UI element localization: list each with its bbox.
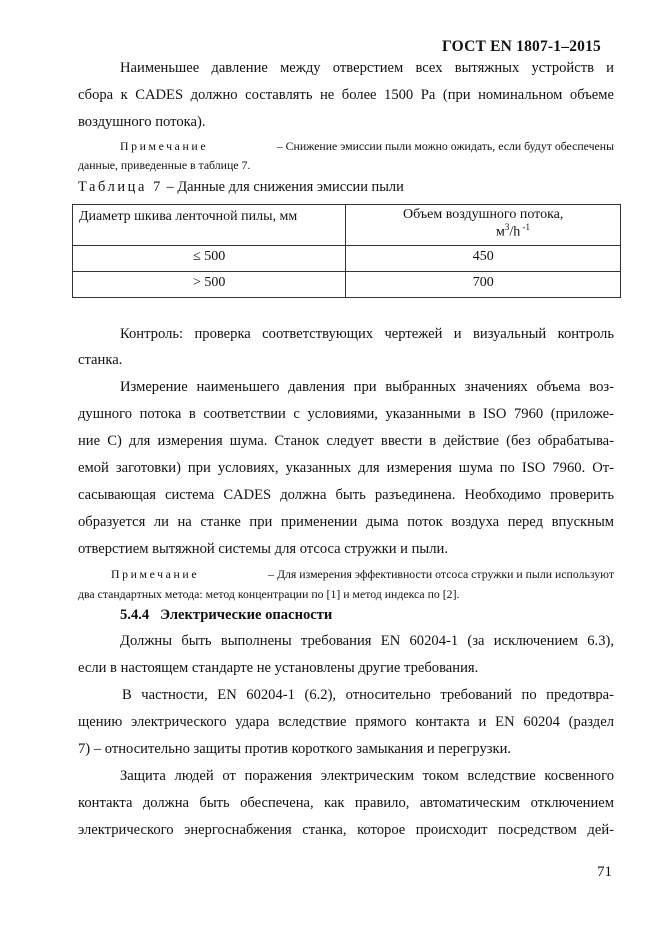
header-diameter: Диаметр шкива ленточной пилы, мм xyxy=(73,205,346,246)
note2-line1 xyxy=(111,569,614,581)
para2-line4: емой заготовки) при условиях, указанных для измерения шума по ISO 7960. От- xyxy=(78,460,614,476)
para1-line3: воздушного потока). xyxy=(78,114,206,130)
row2-flow: 700 xyxy=(346,272,621,298)
note2-text1: – Для измерения эффективности отсоса стружки и пыли используют xyxy=(268,567,614,581)
table-header-row xyxy=(73,205,621,246)
unit-base: м xyxy=(496,224,505,240)
section-title: Электрические опасности xyxy=(160,607,333,623)
note1-line2: данные, приведенные в таблице 7. xyxy=(78,158,251,172)
para3-line2: если в настоящем стандарте не установлены другие требования. xyxy=(78,660,479,676)
para5-line2: контакта должна быть обеспечена, как правило, автоматическим отключением xyxy=(78,795,614,811)
note1-line1 xyxy=(120,141,614,153)
para4-line1: В частности, EN 60204-1 (6.2), относительно требований по предотвра- xyxy=(122,687,614,703)
para4-line2: щению электрического удара вследствие прямого контакта и EN 60204 (раздел xyxy=(78,714,614,730)
para2-line3: ние С) для измерения шума. Станок следует ввести в действие (без обрабатыва- xyxy=(78,433,614,449)
note1-label: Примечание xyxy=(120,139,209,153)
header-flow-unit xyxy=(346,222,620,241)
para5-line3: электрического энергоснабжения станка, которое происходит посредством дей- xyxy=(78,822,614,838)
para2-line2: душного потока в соответствии с условиями, указанными в ISO 7960 (приложе- xyxy=(78,406,614,422)
row2-diameter: > 500 xyxy=(73,272,346,298)
note2-label: Примечание xyxy=(111,567,200,581)
para2-line5: сасывающая система CADES должна быть разъединена. Необходимо проверить xyxy=(78,487,614,503)
para4-line3: 7) – относительно защиты против короткого замыкания и перегрузки. xyxy=(78,741,512,757)
data-table xyxy=(72,204,621,298)
para2-line1: Измерение наименьшего давления при выбранных значениях объема воз- xyxy=(120,379,614,395)
note1-text1: – Снижение эмиссии пыли можно ожидать, если будут обеспечены xyxy=(276,139,614,153)
control-line1: Контроль: проверка соответствующих чертежей и визуальный контроль xyxy=(120,326,614,342)
header-flow-title: Объем воздушного потока, xyxy=(403,207,564,222)
page-number: 71 xyxy=(597,864,612,880)
control-line2: станка. xyxy=(78,352,123,368)
header-flow xyxy=(346,205,621,246)
section-number: 5.4.4 xyxy=(120,607,150,623)
para3-line1: Должны быть выполнены требования EN 60204-1 (за исключением 6.3), xyxy=(120,633,614,649)
unit-sup2: -1 xyxy=(520,222,530,232)
row1-diameter: ≤ 500 xyxy=(73,246,346,272)
para1-line1: Наименьшее давление между отверстием всех вытяжных устройств и xyxy=(120,60,614,76)
section-heading xyxy=(120,608,332,623)
table-label: Таблица 7 xyxy=(78,179,163,195)
row1-flow: 450 xyxy=(346,246,621,272)
para5-line1: Защита людей от поражения электрическим током вследствие косвенного xyxy=(120,768,614,784)
table-title xyxy=(78,179,404,196)
table-caption: – Данные для снижения эмиссии пыли xyxy=(166,179,404,195)
unit-mid: /h xyxy=(509,224,521,240)
table-row xyxy=(73,246,621,272)
note2-line2: два стандартных метода: метод концентрации по [1] и метод индекса по [2]. xyxy=(78,587,460,601)
table-row xyxy=(73,272,621,298)
standard-header: ГОСТ EN 1807-1–2015 xyxy=(442,38,601,55)
para1-line2: сбора к CADES должно составлять не более 1500 Pa (при номинальном объеме xyxy=(78,87,614,103)
para2-line7: отверстием вытяжной системы для отсоса стружки и пыли. xyxy=(78,541,448,557)
para2-line6: образуется ли на станке при применении дыма поток воздуха перед впускным xyxy=(78,514,614,530)
unit-sup1: 3 xyxy=(504,222,510,232)
